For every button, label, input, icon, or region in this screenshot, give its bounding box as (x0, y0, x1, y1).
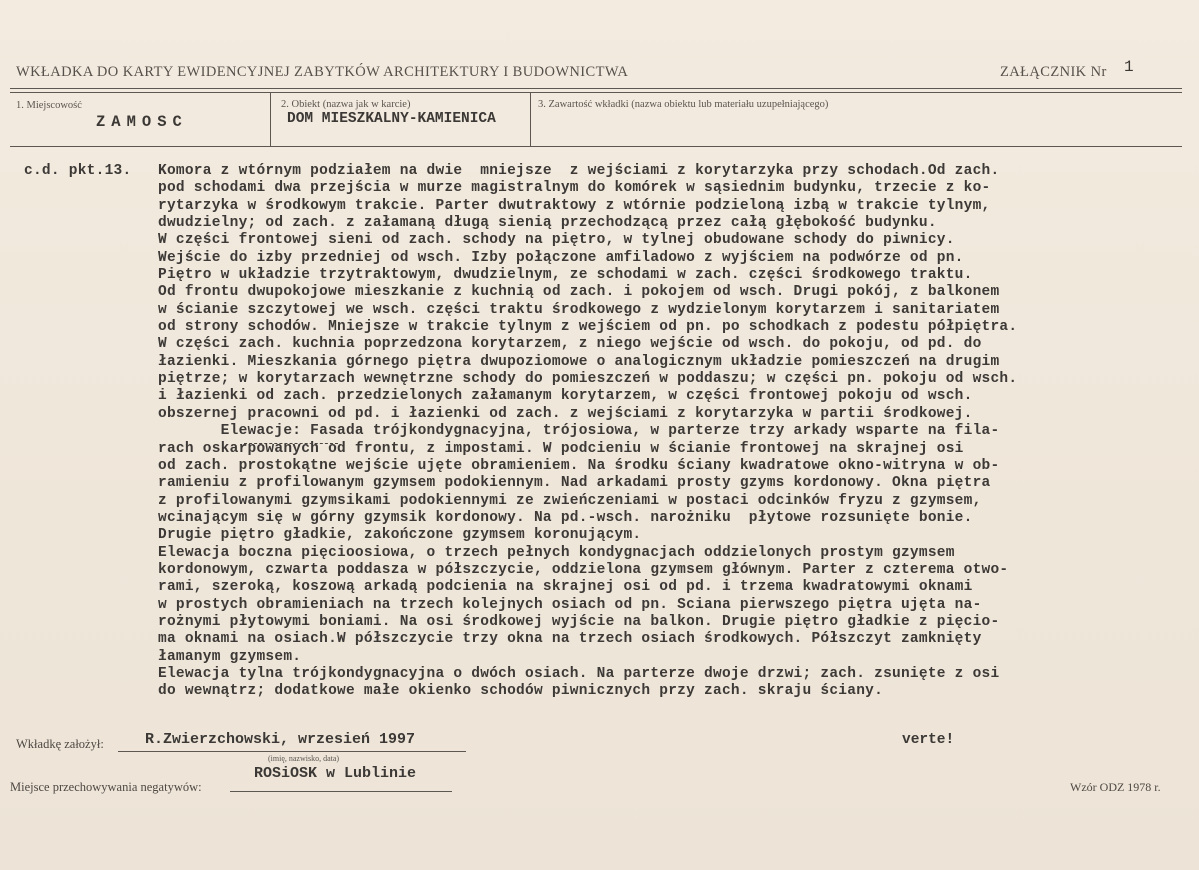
text-line: rożnymi płytowymi boniami. Na osi środkowej wyjście na balkon. Drugie piętro gładkie z pięcio- (158, 613, 1000, 630)
text-line: Od frontu dwupokojowe mieszkanie z kuchnią od zach. i pokojem od wsch. Drugi pokój, z balkonem (158, 284, 1000, 301)
header-rule-second (10, 92, 1182, 93)
field-divider-1 (270, 93, 271, 146)
text-line: Piętro w układzie trzytraktowym, dwudzielnym, ze schodami w zach. części środkowego traktu. (158, 267, 973, 284)
text-line: ma oknami na osiach.W półszczycie trzy okna na trzech osiach środkowych. Półszczyt zamknięty (158, 631, 982, 648)
header-rule-top (10, 88, 1182, 89)
text-line: od zach. prostokątne wejście ujęte obramieniem. Na środku ściany kwadratowe okno-witryna w ob- (158, 457, 1000, 474)
location-value: ZAMOSC (96, 113, 188, 131)
object-value: DOM MIESZKALNY-KAMIENICA (287, 111, 496, 127)
text-line: kordonowym, czwarta poddasza w półszczycie, oddzielona gzymsem głównym. Parter z czterema otwo- (158, 561, 1009, 578)
card-title: WKŁADKA DO KARTY EWIDENCYJNEJ ZABYTKÓW ARCHITEKTURY I BUDOWNICTWA (16, 64, 629, 80)
contents-label: 3. Zawartość wkładki (nazwa obiektu lub materiału uzupełniającego) (538, 99, 829, 110)
text-line: od strony schodów. Mniejsze w trakcie tylnym z wejściem od pn. po schodkach z podestu półpiętra. (158, 319, 1018, 336)
annex-number: 1 (1124, 58, 1134, 76)
founded-note: (imię, nazwisko, data) (268, 754, 340, 763)
text-line: do wewnątrz; dodatkowe małe okienko schodów piwnicznych przy zach. skraju ściany. (158, 683, 884, 700)
elewacje-underline (244, 443, 338, 444)
text-line: obszernej pracowni od pd. i łazienki od zach. z wejściami z korytarzyka w partii środkowej. (158, 405, 973, 422)
text-line: Komora z wtórnym podziałem na dwie mniejsze z wejściami z korytarzyka przy schodach.Od zach. (158, 163, 1000, 179)
text-line: w ścianie szczytowej we wsch. części traktu środkowego z wydzielonym korytarzem i sanitariatem (158, 301, 1000, 318)
field-divider-2 (530, 93, 531, 146)
founded-line (118, 751, 466, 752)
text-line: W części zach. kuchnia poprzedzona korytarzem, z niego wejście od wsch. do pokoju, od pd. do (158, 336, 982, 353)
text-line: Elewacje: Fasada trójkondygnacyjna, trójosiowa, w parterze trzy arkady wsparte na fila- (158, 423, 1000, 440)
founded-label: Wkładkę założył: (16, 737, 104, 751)
text-line: rami, szeroką, koszową arkadą podcienia na skrajnej osi od pd. i trzema kwadratowymi oknami (158, 579, 973, 596)
storage-value: ROSiOSK w Lublinie (254, 765, 417, 782)
text-line: W części frontowej sieni od zach. schody na piętro, w tylnej obudowane schody do piwnicy. (158, 232, 955, 249)
text-line: piętrze; w korytarzach wewnętrzne schody do pomieszczeń w poddaszu; w części pn. pokoju od wsch. (158, 371, 1018, 388)
text-line: łamanym gzymsem. (158, 648, 302, 665)
text-line: Elewacja boczna pięcioosiowa, o trzech pełnych kondygnacjach oddzielonych prostym gzymsem (158, 544, 955, 561)
text-line: łazienki. Mieszkania górnego piętra dwupoziomowe o analogicznym układzie pomieszczeń na drugim (158, 353, 1000, 370)
annex-label: ZAŁĄCZNIK Nr (1000, 64, 1107, 80)
text-line: Elewacja tylna trójkondygnacyjna o dwóch osiach. Na parterze dwoje drzwi; zach. zsunięte z osi (158, 665, 1000, 682)
text-line: ramieniu z profilowanym gzymsem podokiennym. Nad arkadami prosty gzyms kordonowy. Okna piętra (158, 475, 991, 492)
text-line: rytarzyka w środkowym trakcie. Parter dwutraktowy z wtórnie podzieloną izbą w trakcie tylnym, (158, 197, 991, 214)
text-line: pod schodami dwa przejścia w murze magistralnym do komórek w sąsiednim budynku, trzecie z ko- (158, 180, 991, 197)
form-pattern: Wzór ODZ 1978 r. (1070, 780, 1161, 794)
text-line: w prostych obramieniach na trzech kolejnych osiach od pn. Sciana pierwszego piętra ujęta na- (158, 596, 982, 613)
text-line: wcinającym się w górny gzymsik kordonowy. Na pd.-wsch. narożniku płytowe rozsunięte bonie. (158, 509, 973, 526)
text-line: rach oskarpowanych od frontu, z impostami. W podcieniu w ścianie frontowej na skrajnej osi (158, 440, 964, 457)
text-line: i łazienki od zach. przedzielonych załamanym korytarzem, w części frontowej pokoju od wsch. (158, 388, 973, 405)
storage-line (230, 791, 452, 792)
verte-note: verte! (902, 732, 955, 748)
storage-label: Miejsce przechowywania negatywów: (10, 780, 202, 794)
location-label: 1. Miejscowość (16, 100, 82, 111)
text-line: dwudzielny; od zach. z załamaną długą sienią przechodzącą przez całą głębokość budynku. (158, 215, 937, 232)
text-line: Drugie piętro gładkie, zakończone gzymsem koronującym. (158, 527, 642, 544)
text-line: z profilowanymi gzymsikami podokiennymi ze zwieńczeniami w postaci odcinków fryzu z gzymsem, (158, 492, 982, 509)
founded-value: R.Zwierzchowski, wrzesień 1997 (145, 731, 416, 748)
fields-rule-bottom (10, 146, 1182, 147)
text-line: Wejście do izby przedniej od wsch. Izby połączone amfiladowo z wyjściem na podwórze od pn. (158, 249, 964, 266)
continuation-prefix: c.d. pkt.13. (24, 163, 132, 179)
description-body (158, 163, 1199, 701)
object-label: 2. Obiekt (nazwa jak w karcie) (281, 99, 411, 110)
